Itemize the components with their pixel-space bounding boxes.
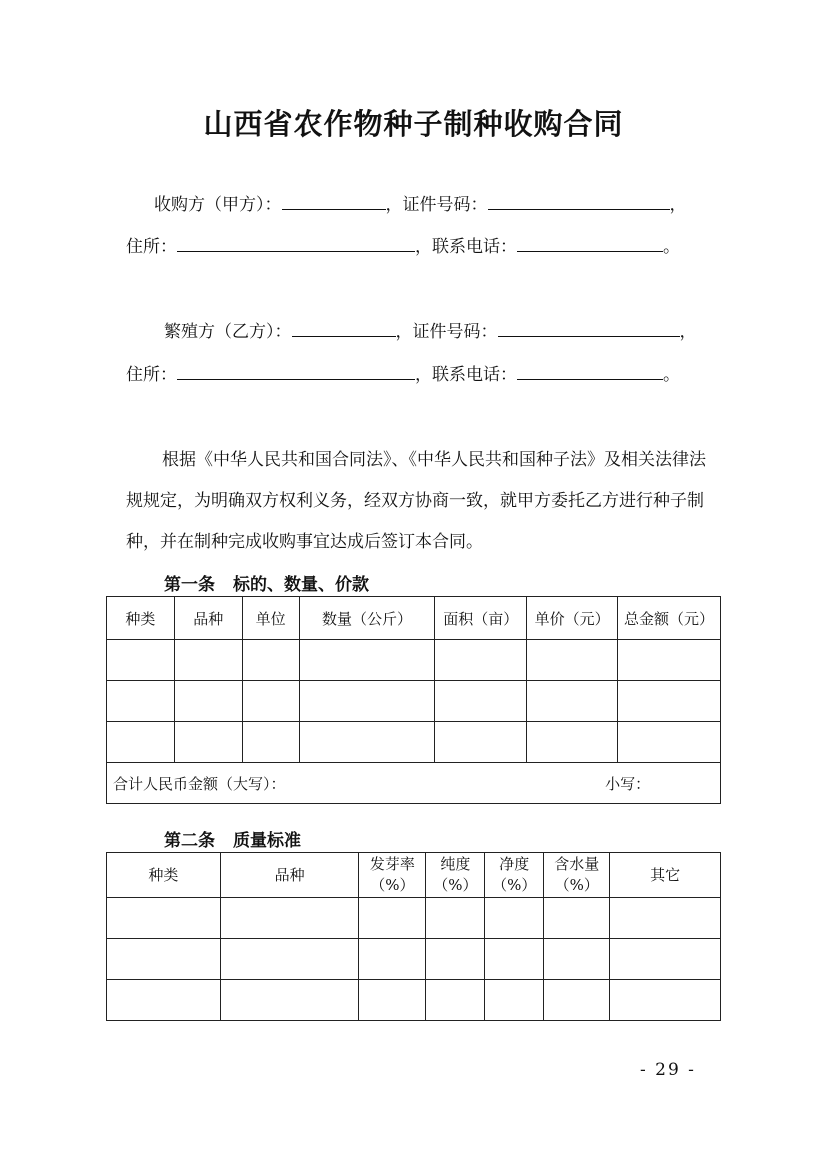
party-b-phone-label: ，联系电话： <box>415 365 517 385</box>
table-cell[interactable] <box>107 980 221 1021</box>
document-title: 山西省农作物种子制种收购合同 <box>203 107 624 141</box>
table-cell[interactable] <box>618 722 721 763</box>
party-a-id-label: ，证件号码： <box>385 195 488 215</box>
table-cell[interactable] <box>220 939 359 980</box>
table-cell[interactable] <box>107 898 221 939</box>
header-unit: 单位 <box>242 597 299 640</box>
preamble-paragraph <box>126 440 706 563</box>
table-cell[interactable] <box>107 722 175 763</box>
header-variety: 品种 <box>220 853 359 898</box>
table-cell[interactable] <box>485 980 544 1021</box>
article-1-table <box>106 596 721 804</box>
header-unit-price: 单价（元） <box>527 597 618 640</box>
party-b-id-label: ，证件号码： <box>395 322 498 342</box>
header-type: 种类 <box>107 597 175 640</box>
party-b-address-field[interactable] <box>177 361 415 380</box>
table-cell[interactable] <box>610 980 721 1021</box>
party-a-address-label: 住所： <box>126 237 177 257</box>
party-b-comma: ， <box>679 322 697 342</box>
table-cell[interactable] <box>544 898 610 939</box>
table-cell[interactable] <box>426 939 485 980</box>
party-a-name-field[interactable] <box>282 191 386 210</box>
table-cell[interactable] <box>299 722 435 763</box>
table-cell[interactable] <box>242 681 299 722</box>
table-cell[interactable] <box>426 980 485 1021</box>
table-cell[interactable] <box>174 681 242 722</box>
table-row <box>107 898 721 939</box>
table-cell[interactable] <box>435 722 527 763</box>
table-cell[interactable] <box>174 640 242 681</box>
header-purity: 纯度 （%） <box>426 853 485 898</box>
table-cell[interactable] <box>527 640 618 681</box>
party-a-comma: ， <box>669 195 687 215</box>
total-lowercase-label: 小写： <box>605 774 651 793</box>
table-cell[interactable] <box>435 640 527 681</box>
table-cell[interactable] <box>544 939 610 980</box>
table-cell[interactable] <box>359 898 426 939</box>
article-1-number: 第一条 <box>164 575 215 595</box>
table-cell[interactable] <box>299 640 435 681</box>
table-cell[interactable] <box>107 640 175 681</box>
article-2-title: 质量标准 <box>233 831 301 851</box>
header-moisture: 含水量 （%） <box>544 853 610 898</box>
table-cell[interactable] <box>359 939 426 980</box>
article-1-title: 标的、数量、价款 <box>233 575 369 595</box>
party-b-line-2 <box>126 361 680 387</box>
table-cell[interactable] <box>610 939 721 980</box>
table-cell[interactable] <box>527 722 618 763</box>
party-a-period: 。 <box>663 237 680 257</box>
table-row <box>107 939 721 980</box>
article-2-heading <box>164 826 319 851</box>
table-cell[interactable] <box>107 939 221 980</box>
table-cell[interactable] <box>485 939 544 980</box>
table-cell[interactable] <box>242 640 299 681</box>
party-a-phone-field[interactable] <box>517 233 663 252</box>
table-cell[interactable] <box>299 681 435 722</box>
total-uppercase-label: 合计人民币金额（大写）： <box>113 774 286 793</box>
page-number: - 29 - <box>640 1060 696 1080</box>
table-cell[interactable] <box>359 980 426 1021</box>
total-row <box>107 763 721 804</box>
header-other: 其它 <box>610 853 721 898</box>
table-cell[interactable] <box>242 722 299 763</box>
party-a-address-field[interactable] <box>177 233 415 252</box>
table-cell[interactable] <box>426 898 485 939</box>
table-cell[interactable] <box>544 980 610 1021</box>
table-row <box>107 640 721 681</box>
table-header-row <box>107 597 721 640</box>
party-b-address-label: 住所： <box>126 365 177 385</box>
party-a-phone-label: ，联系电话： <box>415 237 517 257</box>
party-b-line-1 <box>164 318 697 344</box>
table-cell[interactable] <box>174 722 242 763</box>
table-row <box>107 980 721 1021</box>
header-total-amount: 总金额（元） <box>618 597 721 640</box>
table-cell[interactable] <box>220 898 359 939</box>
table-cell[interactable] <box>220 980 359 1021</box>
table-cell[interactable] <box>107 681 175 722</box>
table-row <box>107 681 721 722</box>
table-cell[interactable] <box>435 681 527 722</box>
total-cell[interactable] <box>107 763 721 804</box>
article-2-table <box>106 852 721 1021</box>
table-header-row <box>107 853 721 898</box>
party-a-id-field[interactable] <box>488 191 670 210</box>
party-b-id-field[interactable] <box>498 318 680 337</box>
party-b-phone-field[interactable] <box>517 361 663 380</box>
table-cell[interactable] <box>618 681 721 722</box>
table-cell[interactable] <box>610 898 721 939</box>
party-a-line-2 <box>126 233 680 259</box>
table-row <box>107 722 721 763</box>
party-b-name-field[interactable] <box>292 318 396 337</box>
header-variety: 品种 <box>174 597 242 640</box>
article-1-heading <box>164 570 387 595</box>
article-2-number: 第二条 <box>164 831 215 851</box>
header-cleanliness: 净度 （%） <box>485 853 544 898</box>
table-cell[interactable] <box>618 640 721 681</box>
party-a-line-1 <box>154 191 687 217</box>
party-b-period: 。 <box>663 365 680 385</box>
table-cell[interactable] <box>485 898 544 939</box>
table-cell[interactable] <box>527 681 618 722</box>
preamble-text: 根据《中华人民共和国合同法》、《中华人民共和国种子法》及相关法律法规规定，为明确双方权利义务，经双方协商一致，就甲方委托乙方进行种子制种，并在制种完成收购事宜达成后签订本合同。 <box>126 450 706 552</box>
header-area: 面积（亩） <box>435 597 527 640</box>
header-germination: 发芽率 （%） <box>359 853 426 898</box>
party-b-label: 繁殖方（乙方）： <box>164 322 292 342</box>
party-a-label: 收购方（甲方）： <box>154 195 282 215</box>
header-type: 种类 <box>107 853 221 898</box>
header-quantity: 数量（公斤） <box>299 597 435 640</box>
